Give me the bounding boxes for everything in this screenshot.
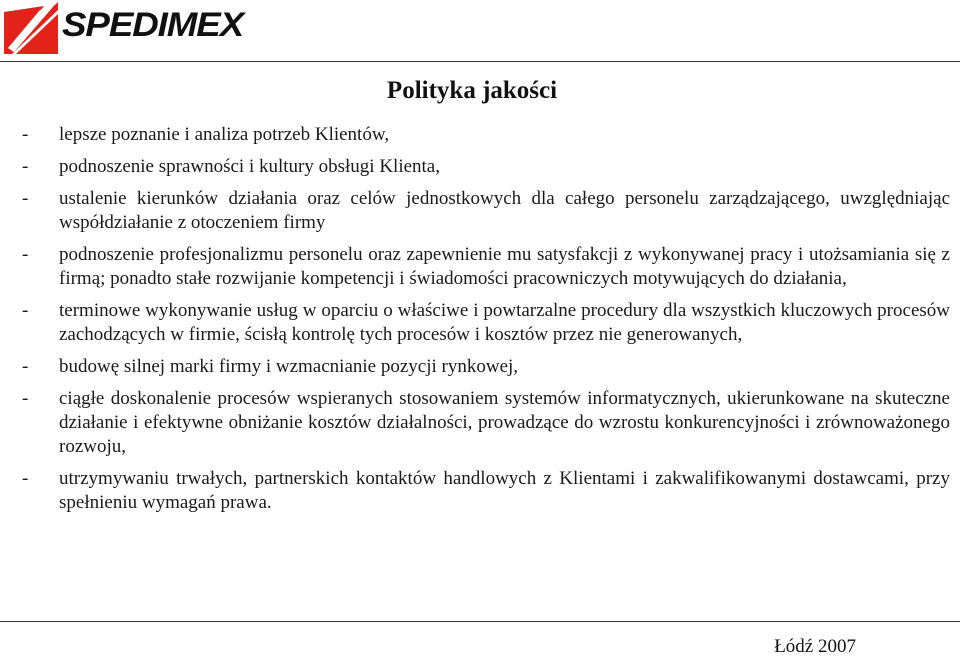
list-item bbox=[22, 123, 950, 147]
policy-list bbox=[22, 123, 950, 523]
list-item-text: utrzymywaniu trwałych, partnerskich kontaktów handlowych z Klientami i zakwalifikowanymi dostawcami, przy spełnieniu wymagań prawa. bbox=[59, 468, 950, 513]
list-dash: - bbox=[22, 468, 29, 489]
list-dash: - bbox=[22, 188, 29, 209]
header-divider bbox=[0, 61, 960, 62]
footer-place-date: Łódź 2007 bbox=[774, 636, 856, 657]
list-item bbox=[22, 299, 950, 347]
list-item-text: budowę silnej marki firmy i wzmacnianie pozycji rynkowej, bbox=[59, 356, 519, 377]
list-dash: - bbox=[22, 356, 29, 377]
page-header bbox=[0, 0, 960, 62]
list-dash: - bbox=[22, 156, 29, 177]
list-item bbox=[22, 355, 950, 379]
list-dash: - bbox=[22, 300, 29, 321]
list-dash: - bbox=[22, 244, 29, 265]
list-dash: - bbox=[22, 388, 29, 409]
list-item bbox=[22, 467, 950, 515]
page-title bbox=[0, 77, 960, 105]
list-item bbox=[22, 187, 950, 235]
spedimex-logo-icon bbox=[4, 2, 58, 54]
brand-logo-text: SPEDIMEX bbox=[62, 6, 244, 44]
list-item-text: podnoszenie profesjonalizmu personelu oraz zapewnienie mu satysfakcji z wykonywanej pracy i utożsamiania się z firmą; ponadto stałe rozwijanie kompetencji i świadomości pracowniczych motywujących do działania, bbox=[59, 244, 950, 289]
list-item-text: ciągłe doskonalenie procesów wspieranych stosowaniem systemów informatycznych, ukierunkowane na skuteczne działanie i efektywne obniżanie kosztów działalności, prowadzące do wzrostu konkurencyjności i zrównoważonego rozwoju, bbox=[59, 388, 950, 457]
list-item-text: terminowe wykonywanie usług w oparciu o właściwe i powtarzalne procedury dla wszystkich kluczowych procesów zachodzących w firmie, ścisłą kontrolę tych procesów i kosztów przez nie generowanych, bbox=[59, 300, 950, 345]
list-item-text: podnoszenie sprawności i kultury obsługi Klienta, bbox=[59, 156, 440, 177]
list-item bbox=[22, 155, 950, 179]
list-item-text: lepsze poznanie i analiza potrzeb Klientów, bbox=[59, 124, 390, 145]
page-title-text: Polityka jakości bbox=[386, 77, 558, 104]
list-dash: - bbox=[22, 124, 29, 145]
footer-divider bbox=[0, 621, 960, 622]
list-item bbox=[22, 387, 950, 459]
list-item bbox=[22, 243, 950, 291]
list-item-text: ustalenie kierunków działania oraz celów jednostkowych dla całego personelu zarządzającego, uwzględniając współdziałanie z otoczeniem firmy bbox=[59, 188, 950, 233]
